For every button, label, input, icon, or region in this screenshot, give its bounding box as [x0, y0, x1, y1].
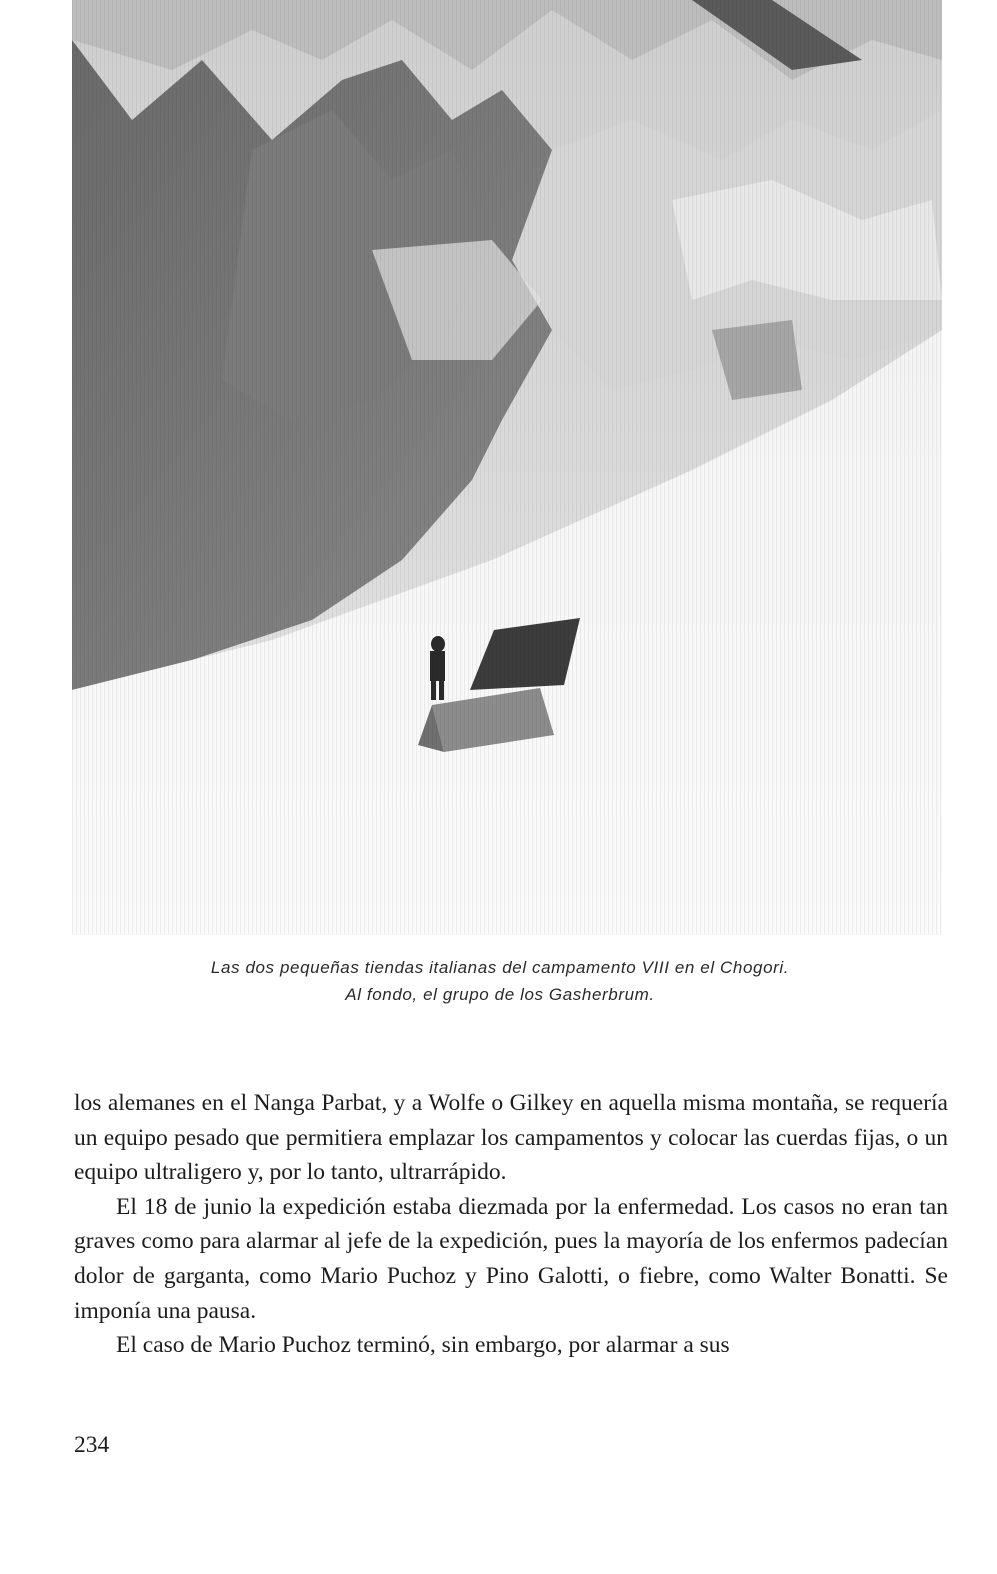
- page-number: 234: [74, 1432, 110, 1458]
- paragraph-2: El 18 de junio la expedición estaba diezmada por la enfermedad. Los casos no eran tan graves como para alarmar al jefe de la expedición, pues la mayoría de los enfermos padecían dolor de garganta, como Mario Puchoz y Pino Galotti, o fiebre, como Walter Bonatti. Se imponía una pausa.: [74, 1193, 948, 1324]
- mountain-camp-illustration: [72, 0, 942, 935]
- caption-line-1: Las dos pequeñas tiendas italianas del campamento VIII en el Chogori.: [210, 958, 790, 977]
- paragraph-1: los alemanes en el Nanga Parbat, y a Wolfe o Gilkey en aquella misma montaña, se requería un equipo pesado que permitiera emplazar los campamentos y colocar las cuerdas fijas, o un equipo ultraligero y, por lo tanto, ultrarrápido.: [74, 1090, 948, 1186]
- mountain-camp-photo: [72, 0, 942, 935]
- body-text: [74, 1086, 948, 1363]
- paragraph-3: El caso de Mario Puchoz terminó, sin embargo, por alarmar a sus: [116, 1332, 730, 1359]
- photo-caption: [60, 954, 940, 1008]
- caption-line-2: Al fondo, el grupo de los Gasherbrum.: [345, 985, 655, 1004]
